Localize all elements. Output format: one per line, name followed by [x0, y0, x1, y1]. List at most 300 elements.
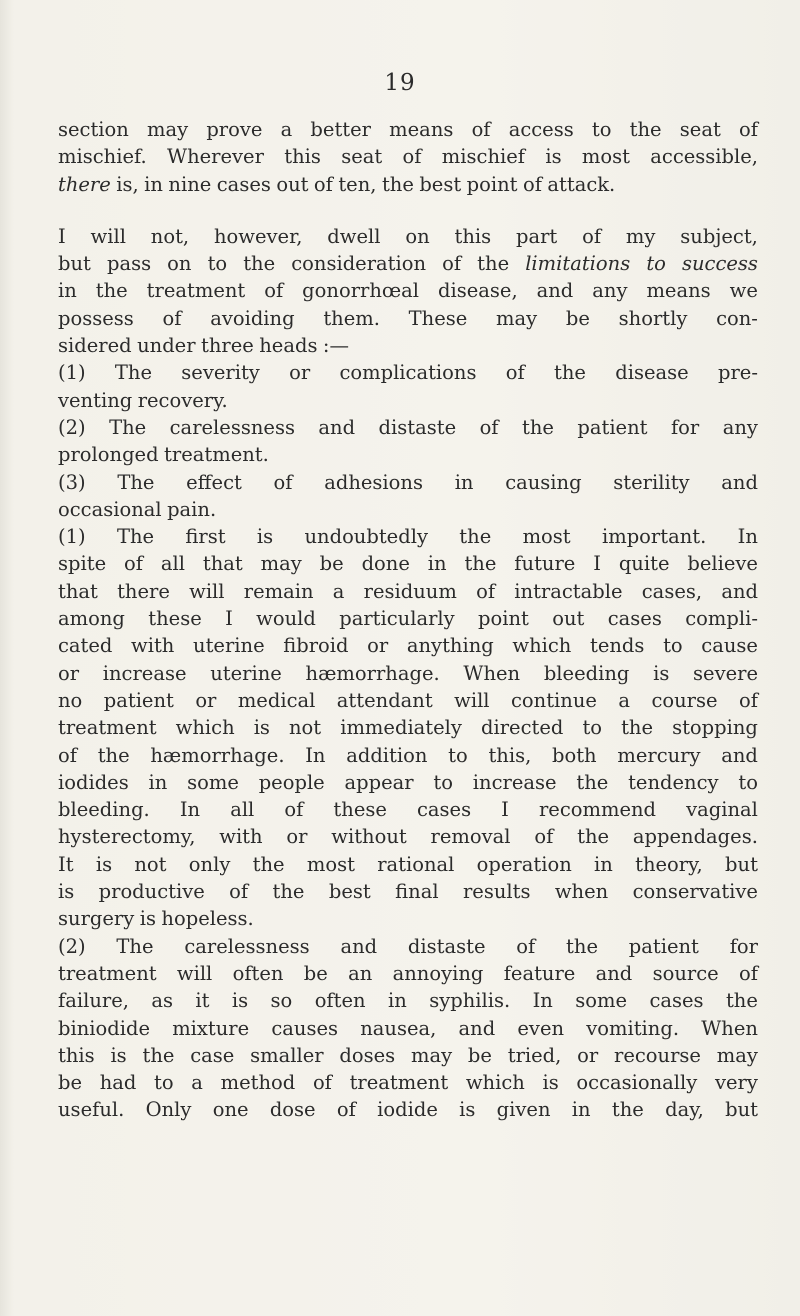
word: tried,: [507, 1043, 562, 1067]
word: would: [256, 607, 316, 631]
word: dose: [269, 1098, 316, 1122]
word: to: [207, 252, 228, 276]
word: is: [231, 989, 249, 1013]
word: :—: [322, 334, 349, 358]
word: mixture: [172, 1016, 250, 1040]
word: to: [582, 716, 603, 740]
word: effect: [186, 470, 242, 494]
word: in: [58, 279, 77, 303]
word: and: [721, 743, 758, 767]
word: we: [729, 279, 758, 303]
word: the: [142, 1043, 175, 1067]
word: may: [410, 1043, 453, 1067]
word: as: [151, 989, 173, 1013]
word: both: [552, 743, 597, 767]
word: of: [284, 798, 304, 822]
word: some: [575, 989, 628, 1013]
word: or: [289, 361, 311, 385]
word: is: [139, 907, 156, 931]
word: this: [58, 1043, 95, 1067]
word: of: [312, 1071, 332, 1095]
word: Wherever: [167, 145, 264, 169]
word: point: [466, 172, 518, 196]
word: out: [276, 172, 309, 196]
word: vaginal: [686, 798, 758, 822]
word: on: [167, 252, 192, 276]
word: with: [131, 634, 175, 658]
word: only: [188, 852, 231, 876]
word: The: [114, 361, 153, 385]
word: and: [536, 279, 574, 303]
text-line: [58, 332, 758, 359]
word: be: [303, 961, 328, 985]
word: these: [148, 607, 202, 631]
word: which: [512, 634, 572, 658]
word: important.: [601, 525, 707, 549]
word: immediately: [340, 716, 462, 740]
word: disease,: [438, 279, 518, 303]
word: with: [219, 825, 263, 849]
word: increase: [102, 661, 187, 685]
word: cases: [607, 607, 662, 631]
word: The: [109, 415, 147, 439]
word: pass: [106, 252, 152, 276]
word: results: [462, 880, 531, 904]
word: annoying: [392, 961, 484, 985]
text-line: [58, 687, 758, 714]
word: course: [651, 688, 718, 712]
text-line: [58, 116, 758, 143]
word: the: [611, 1098, 644, 1122]
word: for: [729, 934, 758, 958]
word: smaller: [250, 1043, 324, 1067]
word: The: [116, 525, 155, 549]
word: of: [516, 934, 536, 958]
word: directed: [481, 716, 564, 740]
word: any: [722, 415, 758, 439]
word: is,: [116, 172, 139, 196]
word: in: [388, 989, 407, 1013]
word: treatment: [349, 1071, 449, 1095]
word: compli-: [685, 607, 758, 631]
word: or: [195, 688, 217, 712]
word: It: [58, 852, 74, 876]
word: hæmorrhage.: [150, 743, 285, 767]
word: the: [621, 716, 654, 740]
word: distaste: [407, 934, 486, 958]
word: residuum: [363, 579, 457, 603]
word: the: [577, 825, 610, 849]
text-line: [58, 387, 758, 414]
word: to: [663, 634, 683, 658]
word: and: [318, 415, 356, 439]
word: an: [348, 961, 373, 985]
text-line: [58, 1015, 758, 1042]
word: source: [652, 961, 719, 985]
word: patient: [628, 934, 699, 958]
word: of: [336, 1098, 356, 1122]
word: complications: [339, 361, 477, 385]
word: attack.: [547, 172, 616, 196]
word: not,: [150, 224, 190, 248]
word: ten,: [338, 172, 377, 196]
word: will: [90, 224, 126, 248]
word: there: [117, 579, 170, 603]
word: a: [280, 118, 293, 141]
word: part: [515, 224, 558, 248]
word: and: [340, 934, 378, 958]
word: to: [646, 252, 666, 276]
word: occasional: [58, 497, 162, 521]
text-line: [58, 605, 758, 632]
word: of: [582, 224, 602, 248]
word: to: [591, 118, 612, 141]
word: in: [427, 552, 447, 576]
word: treatment: [58, 961, 157, 985]
word: is: [253, 716, 270, 740]
text-line: [58, 277, 758, 304]
word: no: [58, 688, 83, 712]
word: method: [220, 1071, 296, 1095]
word: hysterectomy,: [58, 825, 196, 849]
text-line: [58, 414, 758, 441]
word: believe: [687, 552, 758, 576]
word: them.: [323, 306, 380, 330]
word: The: [116, 934, 154, 958]
word: nausea,: [360, 1016, 437, 1040]
word: In: [532, 989, 553, 1013]
word: in: [148, 770, 168, 794]
word: better: [310, 118, 371, 141]
word: The: [117, 470, 155, 494]
word: (2): [58, 415, 86, 439]
word: or: [367, 634, 389, 658]
word: of: [505, 361, 525, 385]
word: mischief: [441, 145, 526, 169]
word: may: [496, 306, 538, 330]
word: severity: [181, 361, 260, 385]
word: three: [201, 334, 254, 358]
word: any: [592, 279, 628, 303]
word: most: [522, 525, 571, 549]
word: cases: [649, 989, 704, 1013]
word: conservative: [632, 880, 758, 904]
word: in: [144, 172, 163, 196]
word: success: [681, 252, 758, 276]
word: of: [522, 172, 542, 196]
word: the: [95, 279, 128, 303]
word: of: [738, 961, 758, 985]
text-line: [58, 223, 758, 250]
word: venting: [58, 388, 133, 412]
word: adhesions: [324, 470, 423, 494]
word: nine: [168, 172, 212, 196]
word: point: [478, 607, 529, 631]
word: the: [243, 252, 276, 276]
text-line: [58, 796, 758, 823]
word: iodides: [58, 770, 129, 794]
word: is: [256, 525, 274, 549]
word: patient: [103, 688, 174, 712]
word: appendages.: [632, 825, 758, 849]
word: anything: [406, 634, 494, 658]
word: all: [160, 552, 185, 576]
word: the: [381, 172, 414, 196]
word: very: [714, 1071, 758, 1095]
word: a: [618, 688, 631, 712]
word: of: [124, 552, 143, 576]
word: the: [459, 525, 492, 549]
word: but: [58, 252, 91, 276]
word: intractable: [514, 579, 623, 603]
word: treatment: [146, 279, 246, 303]
text-line: [58, 469, 758, 496]
word: prove: [206, 118, 263, 141]
word: final: [395, 880, 439, 904]
word: one: [212, 1098, 249, 1122]
text-line: [58, 1096, 758, 1123]
text-line: [58, 550, 758, 577]
word: the: [272, 880, 305, 904]
word: the: [477, 252, 510, 276]
word: uterine: [193, 634, 265, 658]
word: is: [110, 1043, 127, 1067]
word: of: [738, 118, 758, 141]
word: accessible,: [650, 145, 758, 169]
word: of: [273, 470, 293, 494]
word: a: [332, 579, 345, 603]
word: spite: [58, 552, 107, 576]
word: quite: [618, 552, 670, 576]
word: these: [333, 798, 387, 822]
word: These: [408, 306, 468, 330]
word: which: [465, 1071, 525, 1095]
word: rational: [377, 852, 455, 876]
word: that: [58, 579, 98, 603]
word: When: [463, 661, 521, 685]
word: causes: [271, 1016, 339, 1040]
word: treatment.: [164, 443, 269, 467]
word: without: [331, 825, 407, 849]
word: not: [289, 716, 322, 740]
word: of: [442, 252, 462, 276]
word: of: [471, 118, 491, 141]
word: however,: [213, 224, 303, 248]
word: the: [97, 743, 130, 767]
word: done: [361, 552, 410, 576]
word: productive: [98, 880, 205, 904]
text-line: [58, 1042, 758, 1069]
word: to: [738, 770, 758, 794]
word: best: [419, 172, 462, 196]
text-line: [58, 1069, 758, 1096]
word: first: [185, 525, 226, 549]
text-line: [58, 660, 758, 687]
word: cases,: [641, 579, 703, 603]
word: day,: [665, 1098, 704, 1122]
word: carelessness: [169, 415, 295, 439]
word: (2): [58, 934, 86, 958]
text-line: [58, 905, 758, 932]
word: the: [554, 361, 586, 385]
word: prolonged: [58, 443, 159, 467]
word: iodide: [377, 1098, 438, 1122]
word: of: [479, 415, 499, 439]
word: feature: [503, 961, 576, 985]
word: access: [508, 118, 574, 141]
word: In: [305, 743, 326, 767]
text-line: [58, 578, 758, 605]
word: fibroid: [283, 634, 349, 658]
word: and: [721, 579, 758, 603]
word: surgery: [58, 907, 135, 931]
word: limitations: [525, 252, 631, 276]
word: when: [554, 880, 609, 904]
text-line: [58, 171, 758, 198]
word: of: [534, 825, 554, 849]
word: the: [629, 118, 662, 141]
word: (1): [58, 361, 86, 385]
text-line: [58, 933, 758, 960]
word: it: [195, 989, 210, 1013]
word: and: [595, 961, 633, 985]
word: pre-: [717, 361, 758, 385]
word: removal: [430, 825, 511, 849]
word: the: [521, 415, 554, 439]
word: of: [229, 880, 249, 904]
word: recourse: [614, 1043, 701, 1067]
word: means: [646, 279, 711, 303]
word: carelessness: [184, 934, 310, 958]
word: appear: [344, 770, 414, 794]
word: most: [306, 852, 355, 876]
word: sterility: [613, 470, 690, 494]
text-line: [58, 878, 758, 905]
word: of: [58, 743, 77, 767]
word: I: [225, 607, 233, 631]
word: means: [389, 118, 454, 141]
word: to: [433, 770, 453, 794]
word: future: [514, 552, 576, 576]
word: recommend: [538, 798, 657, 822]
page-number: 19: [384, 70, 416, 96]
word: on: [405, 224, 430, 248]
word: among: [58, 607, 125, 631]
word: or: [577, 1043, 599, 1067]
word: severe: [693, 661, 758, 685]
word: mercury: [617, 743, 701, 767]
word: is: [95, 852, 113, 876]
word: be: [467, 1043, 492, 1067]
word: all: [230, 798, 255, 822]
word: the: [464, 552, 497, 576]
word: this,: [488, 743, 532, 767]
word: that: [202, 552, 243, 576]
word: be: [565, 306, 590, 330]
word: gonorrhœal: [302, 279, 420, 303]
word: may: [260, 552, 302, 576]
text-line: [58, 305, 758, 332]
word: disease: [615, 361, 689, 385]
word: seat: [679, 118, 721, 141]
word: consideration: [291, 252, 427, 276]
text-line: [58, 250, 758, 277]
word: is: [542, 1071, 559, 1095]
word: of: [264, 279, 284, 303]
word: doses: [339, 1043, 396, 1067]
word: biniodide: [58, 1016, 150, 1040]
word: cases: [216, 172, 271, 196]
word: people: [258, 770, 325, 794]
word: often: [314, 989, 366, 1013]
word: recovery.: [137, 388, 228, 412]
word: I: [501, 798, 509, 822]
word: will: [189, 579, 225, 603]
word: heads: [259, 334, 318, 358]
word: patient: [577, 415, 648, 439]
word: the: [566, 934, 598, 958]
word: theory,: [635, 852, 703, 876]
word: this: [454, 224, 492, 248]
word: (3): [58, 470, 86, 494]
word: of: [313, 172, 333, 196]
word: the: [725, 989, 758, 1013]
word: of: [738, 688, 758, 712]
word: some: [187, 770, 239, 794]
text-line: [58, 823, 758, 850]
word: of: [162, 306, 182, 330]
word: possess: [58, 306, 134, 330]
word: often: [232, 961, 284, 985]
text-line: [58, 714, 758, 741]
word: my: [625, 224, 656, 248]
word: to: [154, 1071, 174, 1095]
text-line: [58, 441, 758, 468]
word: syphilis.: [429, 989, 511, 1013]
word: remain: [243, 579, 314, 603]
word: case: [190, 1043, 235, 1067]
word: sidered: [58, 334, 132, 358]
word: this: [284, 145, 321, 169]
text-line: [58, 987, 758, 1014]
word: avoiding: [210, 306, 295, 330]
word: medical: [237, 688, 316, 712]
word: in: [594, 852, 613, 876]
word: may: [716, 1043, 758, 1067]
text-line: [58, 359, 758, 386]
text-line: [58, 496, 758, 523]
word: dwell: [327, 224, 381, 248]
word: section: [58, 118, 129, 141]
word: I: [58, 224, 66, 248]
word: Only: [145, 1098, 192, 1122]
word: in: [454, 470, 474, 494]
word: mischief.: [58, 145, 147, 169]
word: best: [328, 880, 371, 904]
word: failure,: [58, 989, 129, 1013]
word: hopeless.: [161, 907, 254, 931]
word: of: [476, 579, 496, 603]
word: may: [147, 118, 189, 141]
word: be: [58, 1071, 83, 1095]
word: be: [319, 552, 344, 576]
word: hæmorrhage.: [305, 661, 440, 685]
word: given: [496, 1098, 551, 1122]
text-line: [58, 769, 758, 796]
word: attendant: [336, 688, 433, 712]
word: occasionally: [576, 1071, 698, 1095]
word: or: [286, 825, 308, 849]
